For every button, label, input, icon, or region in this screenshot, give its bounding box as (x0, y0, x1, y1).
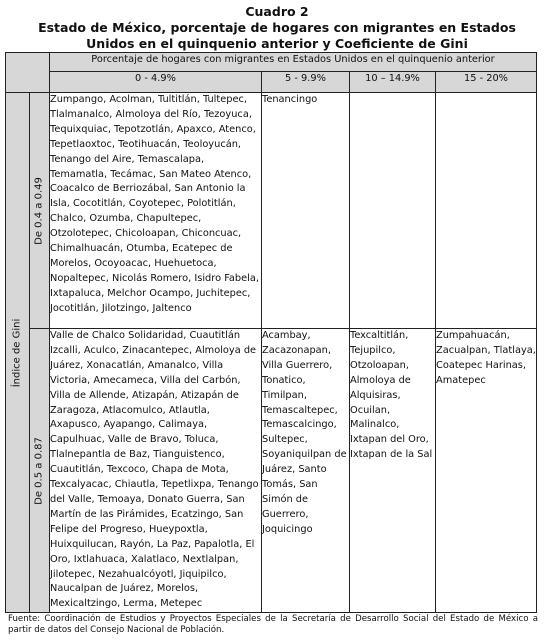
table-cell: Texcaltitlán, Tejupilco, Otzoloapan, Almoloya de Alquisiras, Ocuilan, Malinalco, Ixtapan del Oro, Ixtapan de la Sal (350, 329, 436, 613)
header-row-columns (6, 72, 537, 93)
table-title (0, 4, 554, 52)
table-cell (436, 93, 537, 329)
table-cell: Valle de Chalco Solidaridad, Cuautitlán Izcalli, Aculco, Zinacantepec, Almoloya de Juárez, Xonacatlán, Amanalco, Villa Victoria, Amecameca, Villa del Carbón, Villa de Allende, Atizapán, Atizapán de Zaragoza, Atlacomulco, Atlautla, Axapusco, Ayapango, Calimaya, Capulhuac, Valle de Bravo, Toluca, Tlalnepantla de Baz, Tianguistenco, Cuautitlán, Texcoco, Chapa de Mota, Texcalyacac, Chiautla, Tepetlixpa, Tenango del Valle, Temoaya, Donato Guerra, San Martín de las Pirámides, Ecatzingo, San Felipe del Progreso, Hueypoxtla, Huixquilucan, Rayón, La Paz, Papalotla, El Oro, Ixtlahuaca, Xalatlaco, Nextlalpan, Jilotepec, Nezahualcóyotl, Jiquipilco, Naucalpan de Juárez, Morelos, Mexicaltzingo, Lerma, Metepec (50, 329, 262, 613)
header-corner (6, 53, 50, 93)
row-group-header (6, 93, 30, 613)
column-header: 5 - 9.9% (262, 72, 350, 93)
row-header (30, 93, 50, 329)
column-header: 0 - 4.9% (50, 72, 262, 93)
row-group-label: Índice de Gini (11, 318, 23, 387)
top-header: Porcentaje de hogares con migrantes en Estados Unidos en el quinquenio anterior (50, 53, 537, 72)
header-row-top (6, 53, 537, 72)
row-label: De 0.5 a 0.87 (33, 436, 45, 505)
table-row (6, 329, 537, 613)
column-header: 10 – 14.9% (350, 72, 436, 93)
title-line-1: Estado de México, porcentaje de hogares con migrantes en Estados (38, 20, 516, 35)
table-cell: Tenancingo (262, 93, 350, 329)
table-cell: Zumpahuacán, Zacualpan, Tlatlaya, Coatepec Harinas, Amatepec (436, 329, 537, 613)
table-cell (350, 93, 436, 329)
table-cell: Acambay, Zacazonapan, Villa Guerrero, Tonatico, Timilpan, Temascaltepec, Temascalcingo, Sultepec, Soyaniquilpan de Juárez, Santo Tomás, San Simón de Guerrero, Joquicingo (262, 329, 350, 613)
table-number: Cuadro 2 (245, 4, 309, 19)
table-cell: Zumpango, Acolman, Tultitlán, Tultepec, Tlalmanalco, Almoloya del Río, Tezoyuca, Tequixquiac, Tepotzotlán, Apaxco, Atenco, Tepetlaoxtoc, Teotihuacán, Teoloyucán, Tenango del Aire, Temascalapa, Temamatla, Tecámac, San Mateo Atenco, Coacalco de Berriozábal, San Antonio la Isla, Cocotitlán, Coyotepec, Polotitlán, Chalco, Ozumba, Chapultepec, Otzolotepec, Chicoloapan, Chiconcuac, Chimalhuacán, Otumba, Ecatepec de Morelos, Ocoyoacac, Huehuetoca, Nopaltepec, Nicolás Romero, Isidro Fabela, Ixtapaluca, Melchor Ocampo, Juchitepec, Jocotitlán, Jilotzingo, Jaltenco (50, 93, 262, 329)
column-header: 15 - 20% (436, 72, 537, 93)
data-table (5, 52, 537, 613)
row-label: De 0.4 a 0.49 (33, 176, 45, 245)
title-line-2: Unidos en el quinquenio anterior y Coeficiente de Gini (86, 36, 468, 51)
table-row (6, 93, 537, 329)
row-header (30, 329, 50, 613)
source-note: Fuente: Coordinación de Estudios y Proyectos Especiales de la Secretaría de Desarrollo Social del Estado de México a partir de datos del Consejo Nacional de Población. (8, 614, 538, 635)
